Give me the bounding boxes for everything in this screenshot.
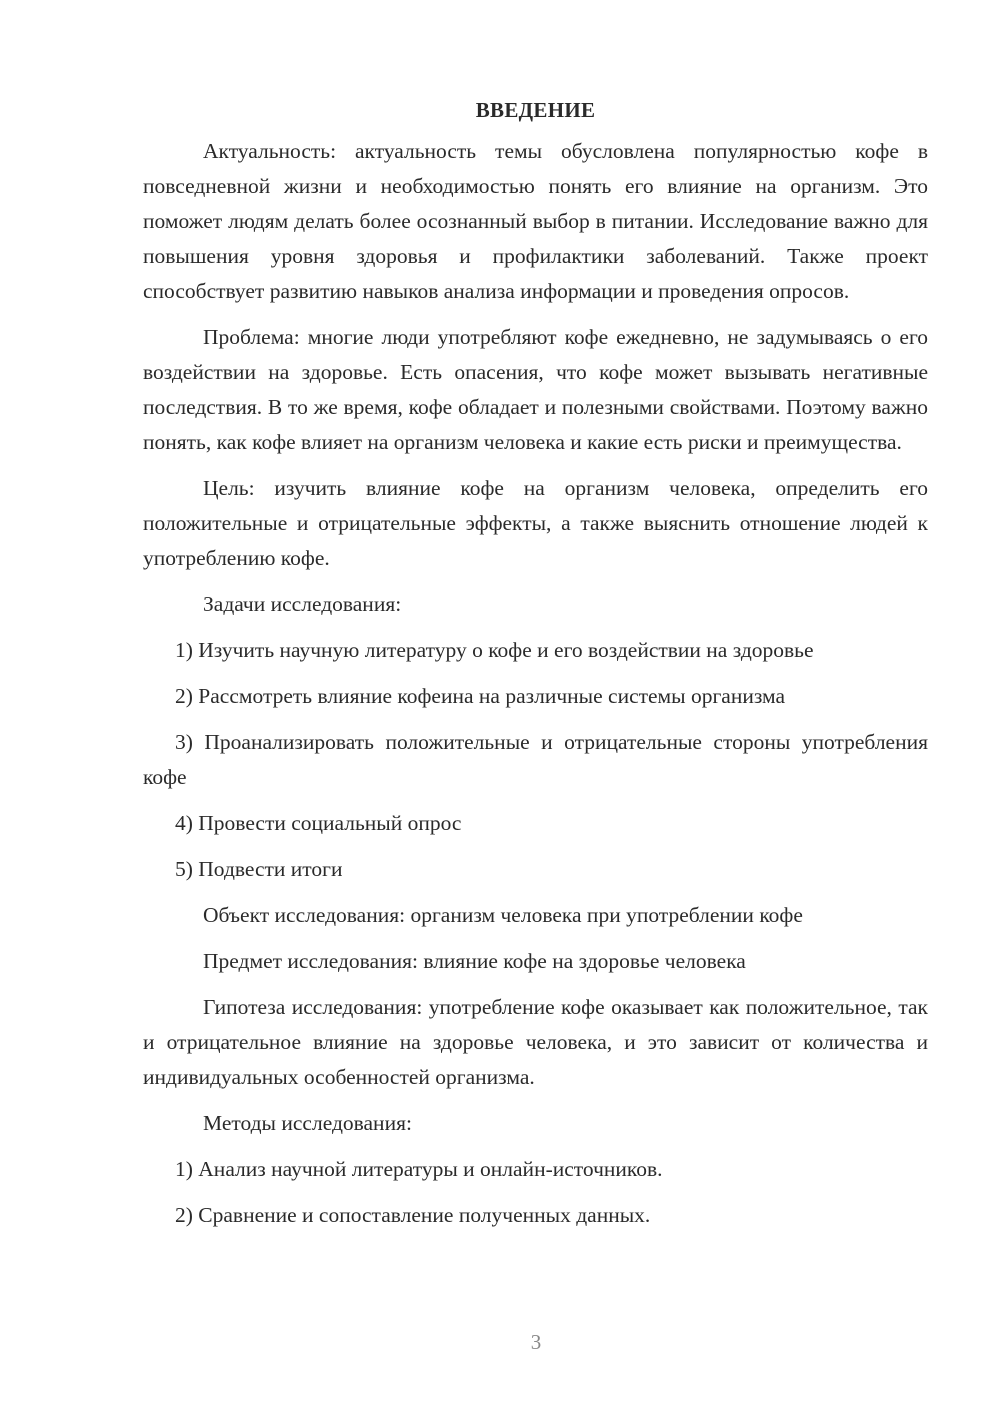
tasks-heading: Задачи исследования: (203, 592, 402, 616)
hypothesis-paragraph: Гипотеза исследования: употребление кофе оказывает как положительное, так и отрицательное влияние на здоровье человека, и это зависит от количества и индивидуальных особенностей организма. (143, 995, 928, 1089)
relevance-paragraph: Актуальность: актуальность темы обусловлена популярностью кофе в повседневной жизни и необходимостью понять его влияние на организм. Это поможет людям делать более осознанный выбор в питании. Исследование важно для повышения уровня здоровья и профилактики заболеваний. Также проект способствует развитию навыков анализа информации и проведения опросов. (143, 139, 928, 303)
document-page (143, 96, 928, 1244)
task-item-3: 3) Проанализировать положительные и отрицательные стороны употребления кофе (143, 730, 928, 789)
section-title: ВВЕДЕНИЕ (475, 98, 596, 122)
research-object: Объект исследования: организм человека при употреблении кофе (203, 903, 803, 927)
goal-paragraph: Цель: изучить влияние кофе на организм человека, определить его положительные и отрицательные эффекты, а также выяснить отношение людей к употреблению кофе. (143, 476, 928, 570)
task-item-4: 4) Провести социальный опрос (175, 811, 462, 835)
method-item-1: 1) Анализ научной литературы и онлайн-источников. (175, 1157, 663, 1181)
task-item-1: 1) Изучить научную литературу о кофе и его воздействии на здоровье (175, 638, 814, 662)
methods-heading: Методы исследования: (203, 1111, 412, 1135)
task-item-2: 2) Рассмотреть влияние кофеина на различные системы организма (175, 684, 786, 708)
problem-paragraph: Проблема: многие люди употребляют кофе ежедневно, не задумываясь о его воздействии на здоровье. Есть опасения, что кофе может вызывать негативные последствия. В то же время, кофе обладает и полезными свойствами. Поэтому важно понять, как кофе влияет на организм человека и какие есть риски и преимущества. (143, 325, 928, 454)
task-item-5: 5) Подвести итоги (175, 857, 343, 881)
research-subject: Предмет исследования: влияние кофе на здоровье человека (203, 949, 746, 973)
method-item-2: 2) Сравнение и сопоставление полученных данных. (175, 1203, 651, 1227)
page-number: 3 (530, 1330, 542, 1354)
